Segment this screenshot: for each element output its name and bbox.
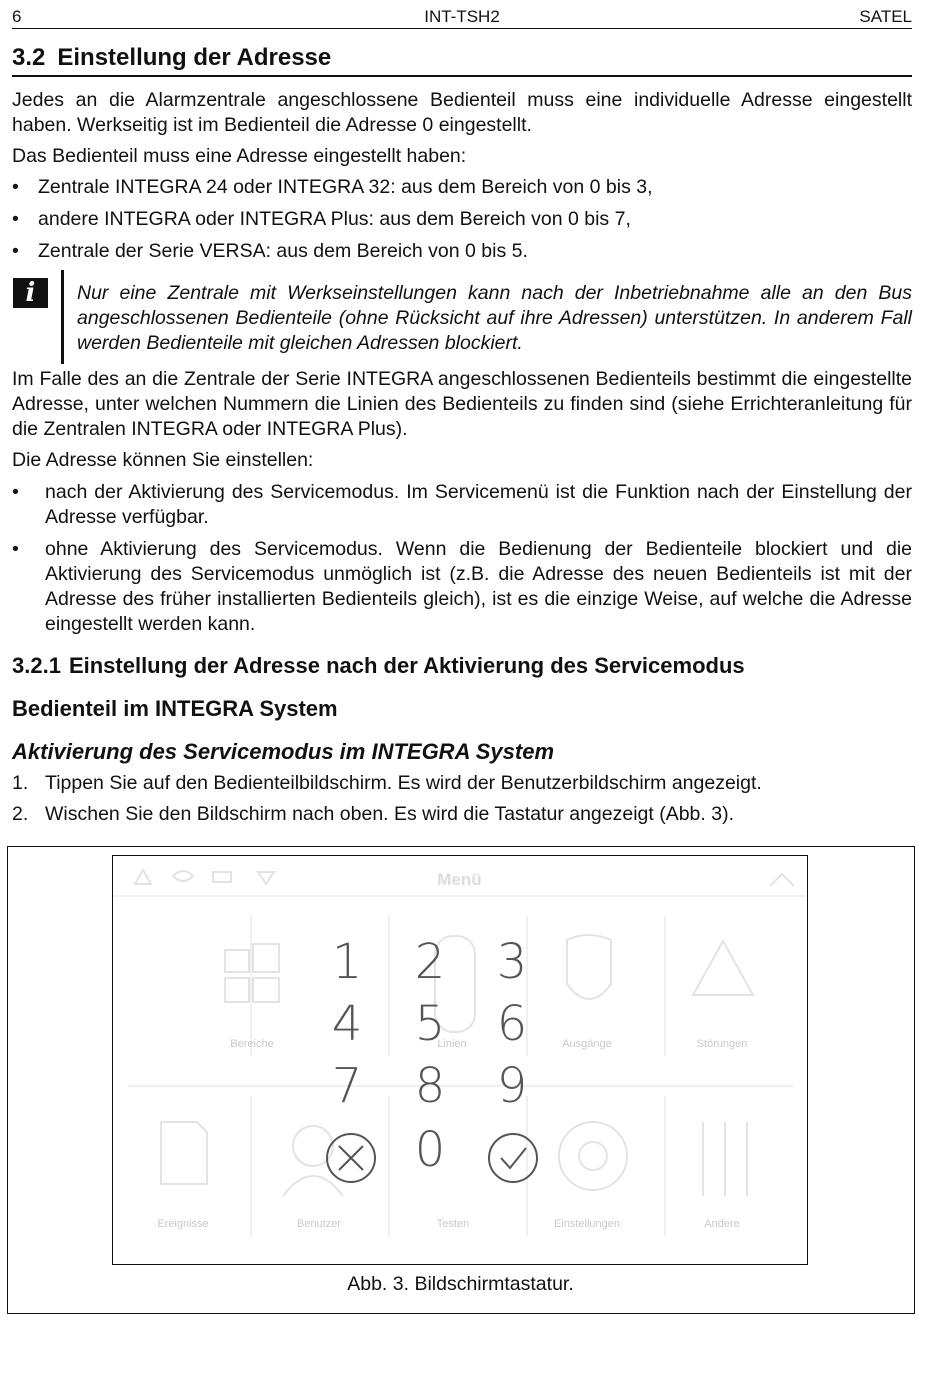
paragraph-address-ranges-intro: Das Bedienteil muss eine Adresse eingestellt haben: [12,145,467,167]
document-title: INT-TSH2 [424,7,500,26]
key-1[interactable]: 1 [331,934,363,990]
key-0[interactable]: 0 [414,1122,446,1178]
list-item: • nach der Aktivierung des Servicemodus. Im Servicemenü ist die Funktion nach der Einstellung der Adresse verfügbar. [12,480,912,530]
tile-label-ereignisse: Ereignisse [157,1218,209,1230]
address-range-list [12,175,912,264]
info-icon: i [13,278,48,308]
tile-label-bereiche: Bereiche [230,1038,274,1050]
paragraph-setting-options: Die Adresse können Sie einstellen: [12,449,314,471]
tile-label-testen: Testen [436,1218,470,1230]
note-text: Nur eine Zentrale mit Werkseinstellungen kann nach der Inbetriebnahme alle an den Bus angeschlossenen Bedienteile (ohne Rücksicht auf ihre Adressen) unterstützen. In anderem Fall werden Bedienteile mit gleichen Adressen blockiert. [77,282,912,354]
confirm-check-icon [501,1148,526,1168]
activation-heading: Aktivierung des Servicemodus im INTEGRA System [12,739,555,764]
paragraph-address-requirement: Jedes an die Alarmzentrale angeschlossene Bedienteil muss eine individuelle Adresse eingestellt haben. Werkseitig ist im Bedienteil die Adresse 0 eingestellt. [12,89,912,136]
step-number: 2. [12,803,29,825]
steps-list [12,771,912,833]
partition-tile-icon [225,978,249,1002]
key-3[interactable]: 3 [496,934,528,990]
confirm-check-circle-icon [489,1134,537,1182]
subsection-number: 3.2.1 [12,653,61,678]
key-4[interactable]: 4 [331,996,363,1052]
keypad-screenshot [112,855,808,1265]
siren-icon [567,935,611,999]
event-log-icon [161,1122,207,1184]
partition-tile-icon [253,978,279,1002]
list-item: • ohne Aktivierung des Servicemodus. Wenn die Bedienung der Bedienteile blockiert und die Aktivierung des Servicemodus unmöglich ist (z.B. die Adresse des neuen Bedienteils ist mit der Adresse des früher installierten Bedienteils gleich), ist es die einzige Weise, auf welche die Adresse eingestellt werden kann. [12,537,912,637]
setting-options-list [12,480,912,637]
step-text: Wischen Sie den Bildschirm nach oben. Es wird die Tastatur angezeigt (Abb. 3). [45,803,734,825]
intro-block [12,88,912,271]
figure-caption: Abb. 3. Bildschirmtastatur. [347,1273,574,1295]
info-note [12,268,912,364]
step-number: 1. [12,772,29,794]
tile-label-benutzer: Benutzer [296,1218,342,1230]
note-divider [61,270,64,364]
settings-gear-center-icon [579,1142,607,1170]
partition-tile-icon [253,944,279,972]
tile-label-stoerungen: Störungen [696,1038,748,1050]
list-item: • Zentrale INTEGRA 24 oder INTEGRA 32: aus dem Bereich von 0 bis 3, [12,175,912,200]
tile-label-einstellungen: Einstellungen [553,1218,621,1230]
menu-title: Menü [437,870,482,889]
section-title: Einstellung der Adresse [57,44,332,71]
address-usage-block [12,367,912,644]
subsection-heading [12,653,745,679]
key-5[interactable]: 5 [414,996,446,1052]
section-heading [12,44,912,77]
tile-label-andere: Andere [704,1218,740,1230]
tile-label-ausgaenge: Ausgänge [562,1038,612,1050]
step-text: Tippen Sie auf den Bedienteilbildschirm. Es wird der Benutzerbildschirm angezeigt. [45,772,762,794]
list-item: • andere INTEGRA oder INTEGRA Plus: aus dem Bereich von 0 bis 7, [12,207,912,232]
trouble-warning-icon [693,941,753,995]
key-9[interactable]: 9 [496,1058,528,1114]
page-header [12,4,912,29]
step-item [12,771,912,796]
system-heading: Bedienteil im INTEGRA System [12,696,338,721]
user-body-icon [283,1176,343,1196]
figure-keypad [7,846,915,1314]
subsection-title: Einstellung der Adresse nach der Aktivierung des Servicemodus [68,653,745,678]
key-8[interactable]: 8 [414,1058,446,1114]
section-number: 3.2 [12,44,46,71]
paragraph-address-meaning: Im Falle des an die Zentrale der Serie INTEGRA angeschlossenen Bedienteils bestimmt die eingestellte Adresse, unter welchen Nummern die Linien des Bedienteils zu finden sind (siehe Errichteranleitung für die Zentralen INTEGRA oder INTEGRA Plus). [12,368,912,440]
settings-gear-icon [559,1122,627,1190]
key-7[interactable]: 7 [331,1058,363,1114]
page-number: 6 [12,7,22,26]
partition-tile-icon [225,950,249,972]
brand-name: SATEL [859,7,912,26]
list-item: • Zentrale der Serie VERSA: aus dem Bereich von 0 bis 5. [12,239,912,264]
step-item [12,802,912,827]
key-2[interactable]: 2 [414,934,446,990]
key-6[interactable]: 6 [496,996,528,1052]
tile-label-linien: Linien [437,1038,467,1050]
